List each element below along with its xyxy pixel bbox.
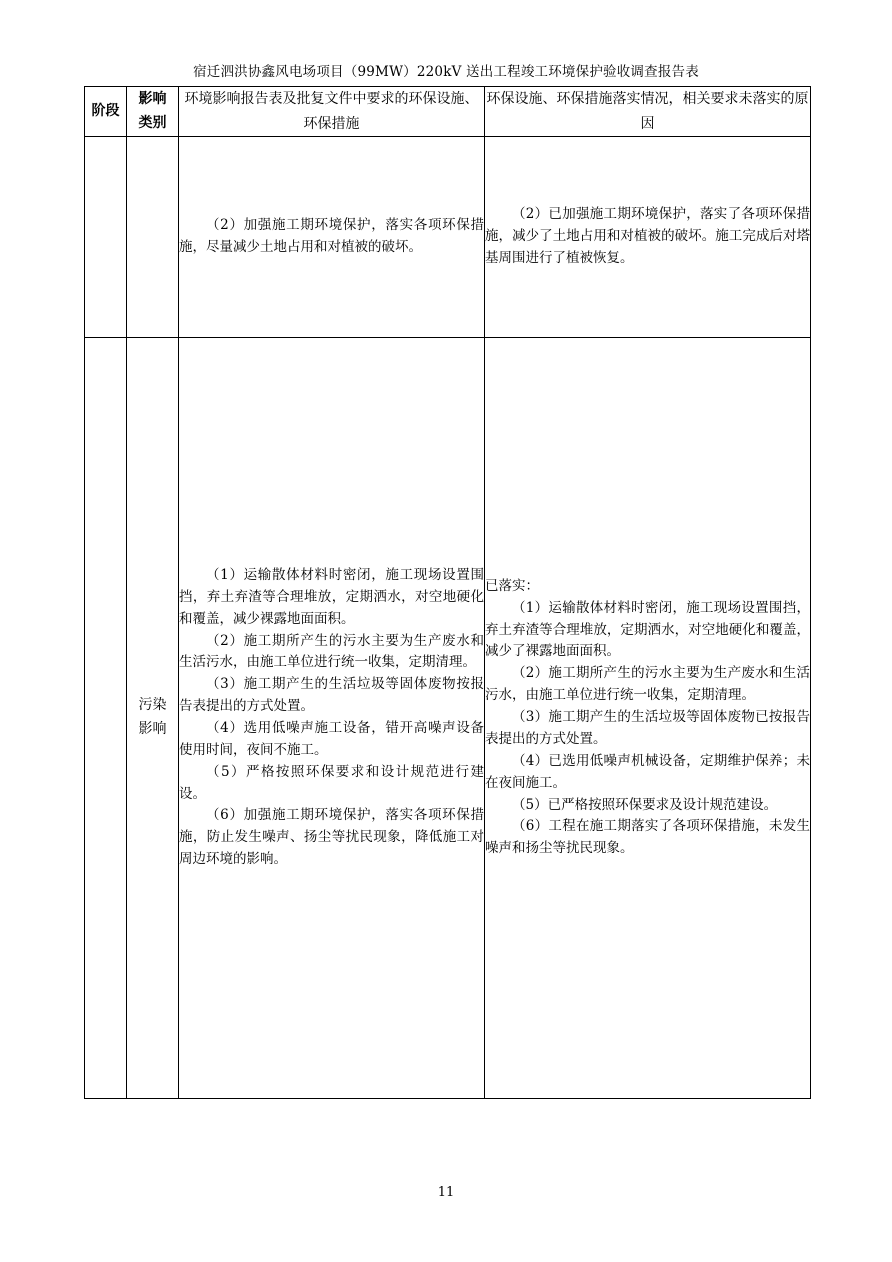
row-category-cell — [127, 137, 179, 338]
row-stage-cell — [85, 137, 127, 338]
row-category-cell — [127, 338, 179, 1099]
requirement-item: （3）施工期产生的生活垃圾等固体废物按报告表提出的方式处置。 — [179, 676, 484, 715]
column-header-implementation: 环保设施、环保措施落实情况，相关要求未落实的原因 — [485, 87, 811, 137]
requirement-item: （5）严格按照环保要求和设计规范进行建设。 — [179, 763, 484, 802]
table-row — [85, 338, 811, 1099]
column-header-requirements: 环境影响报告表及批复文件中要求的环保设施、环保措施 — [179, 87, 485, 137]
page-number: 11 — [437, 1185, 455, 1200]
column-header-stage-line1: 阶段 — [91, 102, 120, 119]
document-header: 宿迁泗洪协鑫风电场项目（99MW）220kV 送出工程竣工环境保护验收调查报告表 — [193, 64, 699, 80]
requirement-item: （4）选用低噪声施工设备，错开高噪声设备使用时间，夜间不施工。 — [179, 720, 484, 758]
row-requirements-cell — [179, 137, 485, 338]
table-header-row — [85, 87, 811, 137]
implementation-item: （4）已选用低噪声机械设备，定期维护保养；未在夜间施工。 — [485, 752, 810, 791]
requirement-item: （6）加强施工期环境保护，落实各项环保措施，防止发生噪声、扬尘等扰民现象，降低施工对周边环境的影响。 — [179, 807, 484, 868]
requirement-item: （2）加强施工期环境保护，落实各项环保措施，尽量减少土地占用和对植被的破坏。 — [179, 217, 484, 255]
requirement-item: （1）运输散体材料时密闭，施工现场设置围挡，弃土弃渣等合理堆放，定期洒水，对空地硬化和覆盖，减少裸露地面面积。 — [179, 566, 484, 627]
implementation-status-title: 已落实： — [485, 577, 539, 594]
implementation-item: （2）施工期所产生的污水主要为生产废水和生活污水，由施工单位进行统一收集，定期清理。 — [485, 665, 810, 704]
row-category-line1: 污染 — [138, 697, 167, 714]
row-requirements-cell — [179, 338, 485, 1099]
table-row — [85, 137, 811, 338]
requirement-item: （2）施工期所产生的污水主要为生产废水和生活污水，由施工单位进行统一收集，定期清理。 — [179, 632, 484, 671]
acceptance-table-container — [84, 86, 810, 1099]
column-header-stage — [85, 87, 127, 137]
implementation-item: （3）施工期产生的生活垃圾等固体废物已按报告表提出的方式处置。 — [485, 709, 810, 747]
row-implementation-cell — [485, 137, 811, 338]
column-header-category — [127, 87, 179, 137]
row-implementation-cell — [485, 338, 811, 1099]
column-header-category-line2: 类别 — [138, 114, 167, 131]
implementation-item: （1）运输散体材料时密闭，施工现场设置围挡，弃土弃渣等合理堆放，定期洒水，对空地硬化和覆盖，减少了裸露地面面积。 — [485, 599, 810, 660]
row-category-line2: 影响 — [138, 721, 167, 737]
implementation-item: （6）工程在施工期落实了各项环保措施，未发生噪声和扬尘等扰民现象。 — [485, 818, 810, 857]
implementation-item: （2）已加强施工期环境保护，落实了各项环保措施，减少了土地占用和对植被的破坏。施工完成后对塔基周围进行了植被恢复。 — [485, 206, 810, 266]
row-stage-cell — [85, 338, 127, 1099]
acceptance-table — [84, 86, 811, 1099]
column-header-category-line1: 影响 — [138, 90, 167, 107]
implementation-item: （5）已严格按照环保要求及设计规范建设。 — [512, 796, 778, 813]
